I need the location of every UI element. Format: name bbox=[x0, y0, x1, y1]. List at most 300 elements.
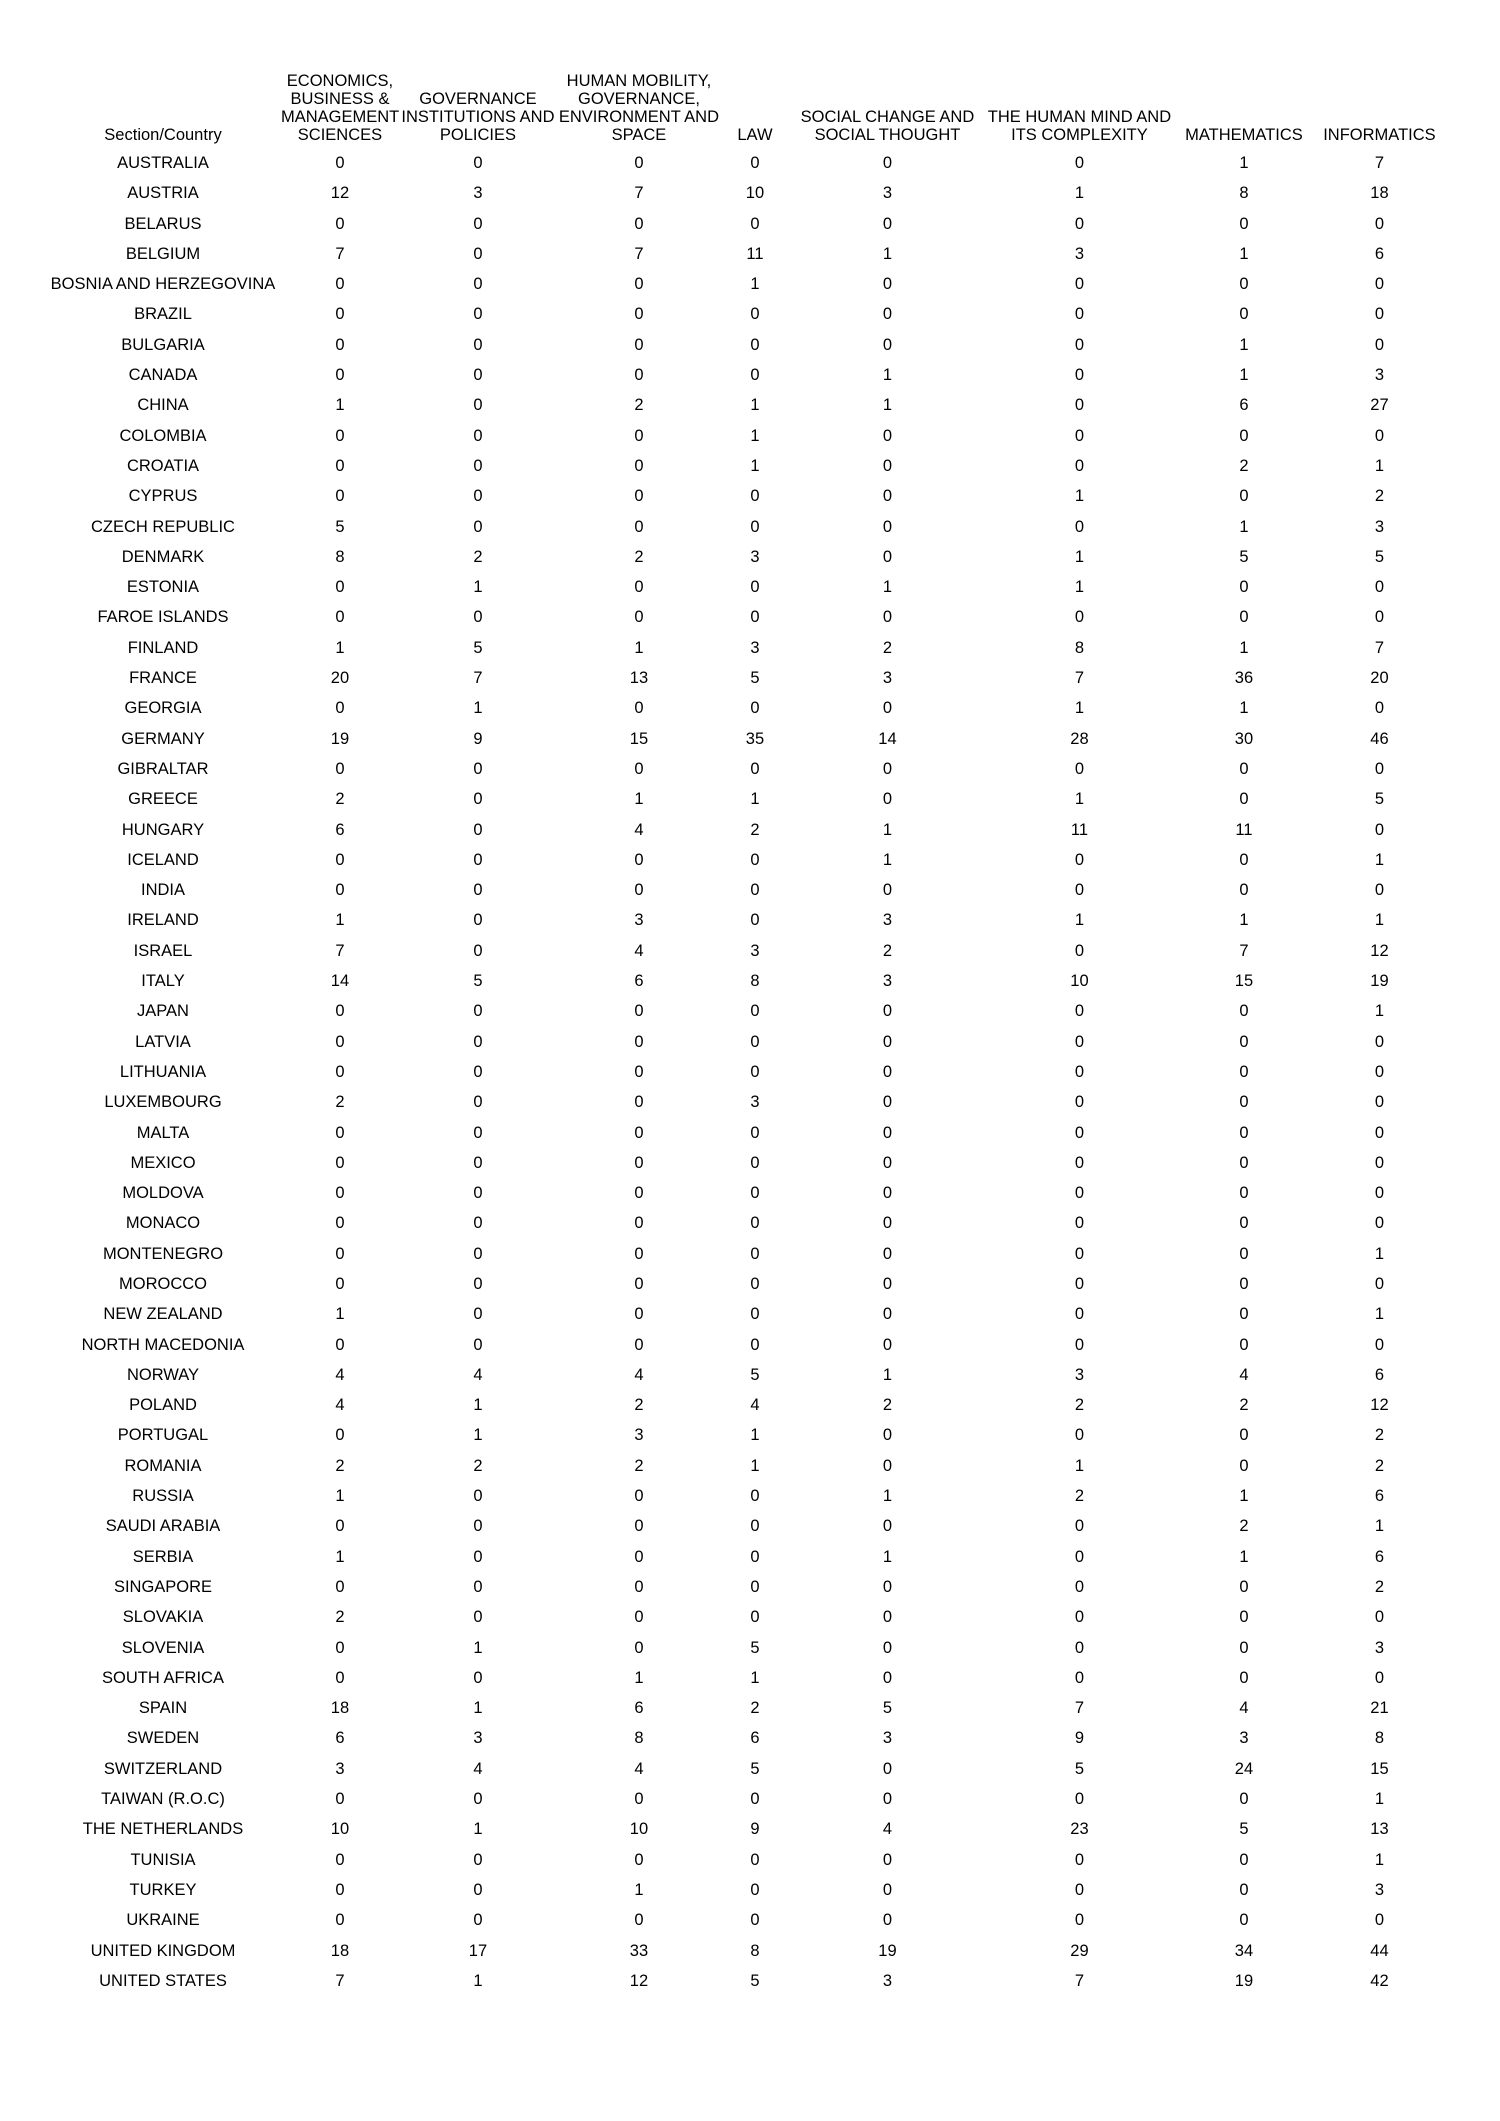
cell-mathematics: 3 bbox=[1239, 1729, 1249, 1748]
cell-social-change: 14 bbox=[878, 729, 897, 748]
cell-informatics: 0 bbox=[1374, 1153, 1385, 1172]
cell-law: 0 bbox=[750, 1184, 760, 1203]
cell-law: 5 bbox=[750, 669, 760, 688]
cell-human-mind: 0 bbox=[1074, 1184, 1085, 1203]
cell-country: INDIA bbox=[140, 881, 185, 900]
cell-law: 1 bbox=[750, 275, 760, 294]
cell-human-mobility: 0 bbox=[634, 578, 644, 597]
cell-economics: 6 bbox=[335, 820, 345, 839]
cell-governance: 0 bbox=[473, 790, 483, 809]
cell-human-mind: 0 bbox=[1074, 1214, 1085, 1233]
cell-mathematics: 6 bbox=[1239, 396, 1249, 415]
cell-law: 2 bbox=[750, 1699, 760, 1718]
cell-human-mobility: 0 bbox=[634, 1305, 644, 1324]
cell-economics: 0 bbox=[335, 426, 345, 445]
cell-country: MOLDOVA bbox=[122, 1184, 204, 1203]
cell-human-mind: 0 bbox=[1074, 1638, 1085, 1657]
cell-informatics: 5 bbox=[1374, 790, 1385, 809]
table-row bbox=[45, 784, 1444, 814]
table-row bbox=[45, 1360, 1444, 1390]
cell-governance: 5 bbox=[473, 972, 483, 991]
table-row bbox=[45, 1451, 1444, 1481]
cell-country: ICELAND bbox=[127, 850, 199, 869]
cell-country: SLOVENIA bbox=[121, 1638, 205, 1657]
cell-mathematics: 0 bbox=[1239, 1638, 1249, 1657]
table-row bbox=[45, 148, 1444, 178]
cell-human-mind: 0 bbox=[1074, 1123, 1085, 1142]
cell-law: 0 bbox=[750, 154, 760, 172]
cell-country: SPAIN bbox=[138, 1699, 188, 1718]
cell-mathematics: 24 bbox=[1234, 1759, 1254, 1778]
cell-law: 0 bbox=[750, 1002, 760, 1021]
cell-informatics: 0 bbox=[1374, 1335, 1385, 1354]
cell-governance: 0 bbox=[473, 456, 483, 475]
cell-human-mind: 0 bbox=[1074, 1274, 1085, 1293]
table-row bbox=[45, 572, 1444, 602]
cell-social-change: 3 bbox=[882, 1729, 893, 1748]
cell-country: LITHUANIA bbox=[119, 1062, 207, 1081]
cell-governance: 0 bbox=[473, 1608, 483, 1627]
cell-social-change: 1 bbox=[882, 1547, 893, 1566]
cell-human-mind: 0 bbox=[1074, 366, 1085, 385]
cell-governance: 1 bbox=[473, 699, 483, 718]
cell-informatics: 3 bbox=[1374, 517, 1385, 536]
cell-economics: 14 bbox=[330, 972, 350, 991]
cell-law: 0 bbox=[750, 1305, 760, 1324]
cell-human-mind: 9 bbox=[1074, 1729, 1085, 1748]
cell-informatics: 0 bbox=[1374, 608, 1385, 627]
cell-informatics: 5 bbox=[1374, 547, 1385, 566]
cell-country: TAIWAN (R.O.C) bbox=[101, 1790, 225, 1809]
cell-governance: 0 bbox=[473, 244, 483, 263]
cell-mathematics: 0 bbox=[1239, 1032, 1249, 1051]
cell-human-mind: 0 bbox=[1074, 1305, 1085, 1324]
header-human-mobility: HUMAN MOBILITY, GOVERNANCE, ENVIRONMENT AND SPACE bbox=[558, 72, 720, 144]
cell-human-mind: 0 bbox=[1074, 1668, 1085, 1687]
cell-country: ISRAEL bbox=[133, 941, 193, 960]
cell-country: SLOVAKIA bbox=[122, 1608, 204, 1627]
cell-human-mind: 0 bbox=[1074, 517, 1085, 536]
table-row bbox=[45, 178, 1444, 208]
cell-law: 0 bbox=[750, 1062, 760, 1081]
header-governance: GOVERNANCE INSTITUTIONS AND POLICIES bbox=[401, 90, 555, 144]
cell-economics: 0 bbox=[335, 1638, 345, 1657]
cell-human-mobility: 0 bbox=[634, 1517, 644, 1536]
cell-social-change: 0 bbox=[882, 1638, 893, 1657]
cell-human-mind: 1 bbox=[1074, 699, 1085, 718]
cell-human-mobility: 0 bbox=[634, 1274, 644, 1293]
cell-mathematics: 1 bbox=[1239, 335, 1249, 354]
cell-informatics: 0 bbox=[1374, 1032, 1385, 1051]
cell-economics: 0 bbox=[335, 608, 345, 627]
cell-informatics: 1 bbox=[1374, 850, 1385, 869]
cell-country: GREECE bbox=[128, 790, 198, 809]
cell-economics: 0 bbox=[335, 366, 345, 385]
cell-mathematics: 1 bbox=[1239, 699, 1249, 718]
cell-mathematics: 2 bbox=[1239, 1396, 1249, 1415]
cell-informatics: 3 bbox=[1374, 366, 1385, 385]
cell-economics: 7 bbox=[335, 244, 345, 263]
cell-human-mobility: 0 bbox=[634, 154, 644, 172]
cell-social-change: 0 bbox=[882, 759, 893, 778]
cell-mathematics: 0 bbox=[1239, 426, 1249, 445]
table-row bbox=[45, 1087, 1444, 1117]
cell-mathematics: 0 bbox=[1239, 1002, 1249, 1021]
cell-economics: 0 bbox=[335, 1032, 345, 1051]
cell-social-change: 0 bbox=[882, 790, 893, 809]
table-row bbox=[45, 1723, 1444, 1753]
cell-human-mobility: 0 bbox=[634, 1062, 644, 1081]
cell-human-mind: 2 bbox=[1074, 1396, 1085, 1415]
cell-human-mind: 1 bbox=[1074, 578, 1085, 597]
cell-human-mobility: 10 bbox=[629, 1820, 649, 1839]
cell-mathematics: 30 bbox=[1234, 729, 1254, 748]
cell-economics: 0 bbox=[335, 1214, 345, 1233]
cell-economics: 0 bbox=[335, 456, 345, 475]
cell-country: NEW ZEALAND bbox=[103, 1305, 223, 1324]
cell-country: COLOMBIA bbox=[119, 426, 207, 445]
cell-human-mobility: 0 bbox=[634, 1184, 644, 1203]
cell-social-change: 2 bbox=[882, 941, 893, 960]
cell-human-mobility: 1 bbox=[634, 1668, 644, 1687]
cell-social-change: 0 bbox=[882, 1577, 893, 1596]
cell-human-mobility: 0 bbox=[634, 487, 644, 506]
cell-economics: 6 bbox=[335, 1729, 345, 1748]
cell-law: 0 bbox=[750, 881, 760, 900]
cell-informatics: 0 bbox=[1374, 1214, 1385, 1233]
cell-human-mind: 0 bbox=[1074, 1002, 1085, 1021]
cell-human-mobility: 3 bbox=[634, 911, 644, 930]
header-row bbox=[45, 72, 1444, 148]
cell-governance: 2 bbox=[473, 547, 483, 566]
table-row bbox=[45, 1936, 1444, 1966]
cell-informatics: 2 bbox=[1374, 1426, 1385, 1445]
table-row bbox=[45, 1814, 1444, 1844]
cell-human-mind: 10 bbox=[1070, 972, 1089, 991]
cell-informatics: 13 bbox=[1370, 1820, 1389, 1839]
cell-economics: 0 bbox=[335, 1577, 345, 1596]
cell-mathematics: 0 bbox=[1239, 1305, 1249, 1324]
cell-economics: 18 bbox=[330, 1699, 350, 1718]
cell-country: PORTUGAL bbox=[117, 1426, 209, 1445]
cell-law: 0 bbox=[750, 699, 760, 718]
cell-informatics: 1 bbox=[1374, 1517, 1385, 1536]
cell-human-mind: 0 bbox=[1074, 1517, 1085, 1536]
cell-law: 3 bbox=[750, 547, 760, 566]
cell-human-mobility: 1 bbox=[634, 1880, 644, 1899]
cell-country: CHINA bbox=[137, 396, 189, 415]
cell-mathematics: 7 bbox=[1239, 941, 1249, 960]
cell-social-change: 4 bbox=[882, 1820, 893, 1839]
cell-human-mind: 0 bbox=[1074, 1577, 1085, 1596]
cell-economics: 0 bbox=[335, 1911, 345, 1930]
cell-social-change: 0 bbox=[882, 881, 893, 900]
cell-informatics: 20 bbox=[1370, 669, 1389, 688]
cell-governance: 0 bbox=[473, 1911, 483, 1930]
cell-human-mobility: 8 bbox=[634, 1729, 644, 1748]
cell-country: BRAZIL bbox=[134, 305, 192, 324]
cell-social-change: 0 bbox=[882, 1517, 893, 1536]
cell-law: 1 bbox=[750, 1668, 760, 1687]
cell-country: FRANCE bbox=[129, 669, 197, 688]
cell-law: 1 bbox=[750, 1426, 760, 1445]
cell-country: ESTONIA bbox=[126, 578, 200, 597]
table-row bbox=[45, 1390, 1444, 1420]
cell-governance: 1 bbox=[473, 1396, 483, 1415]
table-row bbox=[45, 1178, 1444, 1208]
cell-social-change: 0 bbox=[882, 1153, 893, 1172]
cell-social-change: 0 bbox=[882, 456, 893, 475]
cell-informatics: 27 bbox=[1370, 396, 1389, 415]
cell-social-change: 2 bbox=[882, 638, 893, 657]
cell-human-mobility: 7 bbox=[634, 184, 644, 203]
cell-informatics: 1 bbox=[1374, 1244, 1385, 1263]
table-row bbox=[45, 451, 1444, 481]
table-row bbox=[45, 239, 1444, 269]
table-row bbox=[45, 481, 1444, 511]
cell-informatics: 1 bbox=[1374, 1002, 1385, 1021]
cell-human-mind: 0 bbox=[1074, 1244, 1085, 1263]
cell-law: 0 bbox=[750, 1274, 760, 1293]
cell-governance: 4 bbox=[473, 1365, 483, 1384]
cell-informatics: 0 bbox=[1374, 1062, 1385, 1081]
cell-governance: 0 bbox=[473, 1335, 483, 1354]
cell-informatics: 0 bbox=[1374, 699, 1385, 718]
cell-law: 0 bbox=[750, 1911, 760, 1930]
cell-law: 5 bbox=[750, 1638, 760, 1657]
cell-country: CROATIA bbox=[126, 456, 200, 475]
cell-informatics: 21 bbox=[1370, 1699, 1389, 1718]
cell-governance: 0 bbox=[473, 214, 483, 233]
cell-human-mobility: 3 bbox=[634, 1426, 644, 1445]
cell-law: 1 bbox=[750, 456, 760, 475]
cell-human-mind: 7 bbox=[1074, 669, 1085, 688]
cell-law: 0 bbox=[750, 850, 760, 869]
cell-governance: 0 bbox=[473, 1184, 483, 1203]
cell-mathematics: 0 bbox=[1239, 1426, 1249, 1445]
cell-country: MALTA bbox=[136, 1123, 190, 1142]
cell-social-change: 19 bbox=[878, 1941, 897, 1960]
cell-social-change: 1 bbox=[882, 820, 893, 839]
cell-governance: 0 bbox=[473, 850, 483, 869]
cell-economics: 0 bbox=[335, 214, 345, 233]
cell-human-mobility: 4 bbox=[634, 1365, 644, 1384]
cell-governance: 0 bbox=[473, 1274, 483, 1293]
cell-economics: 10 bbox=[330, 1820, 350, 1839]
cell-governance: 0 bbox=[473, 1062, 483, 1081]
cell-informatics: 0 bbox=[1374, 1184, 1385, 1203]
cell-human-mobility: 0 bbox=[634, 456, 644, 475]
cell-economics: 19 bbox=[330, 729, 350, 748]
cell-country: POLAND bbox=[129, 1396, 197, 1415]
cell-mathematics: 1 bbox=[1239, 911, 1249, 930]
table-row bbox=[45, 1148, 1444, 1178]
cell-economics: 0 bbox=[335, 1274, 345, 1293]
cell-social-change: 1 bbox=[882, 396, 893, 415]
cell-economics: 1 bbox=[335, 1547, 345, 1566]
cell-informatics: 2 bbox=[1374, 1577, 1385, 1596]
header-law: LAW bbox=[737, 126, 773, 144]
cell-human-mind: 1 bbox=[1074, 547, 1085, 566]
cell-governance: 0 bbox=[473, 820, 483, 839]
cell-law: 1 bbox=[750, 426, 760, 445]
cell-country: HUNGARY bbox=[121, 820, 205, 839]
cell-mathematics: 0 bbox=[1239, 850, 1249, 869]
cell-law: 0 bbox=[750, 517, 760, 536]
cell-country: NORTH MACEDONIA bbox=[81, 1335, 245, 1354]
cell-country: UNITED KINGDOM bbox=[90, 1941, 236, 1960]
cell-economics: 12 bbox=[330, 184, 350, 203]
cell-informatics: 6 bbox=[1374, 1547, 1385, 1566]
table-row bbox=[45, 1663, 1444, 1693]
cell-law: 4 bbox=[750, 1396, 760, 1415]
table-row bbox=[45, 1511, 1444, 1541]
cell-law: 6 bbox=[750, 1729, 760, 1748]
cell-human-mobility: 0 bbox=[634, 1638, 644, 1657]
cell-country: MONACO bbox=[125, 1214, 201, 1233]
cell-informatics: 12 bbox=[1370, 941, 1389, 960]
cell-human-mobility: 0 bbox=[634, 1093, 644, 1112]
cell-informatics: 0 bbox=[1374, 1274, 1385, 1293]
cell-social-change: 1 bbox=[882, 1487, 893, 1506]
cell-social-change: 0 bbox=[882, 1790, 893, 1809]
cell-governance: 0 bbox=[473, 1214, 483, 1233]
cell-country: FAROE ISLANDS bbox=[97, 608, 229, 627]
cell-governance: 0 bbox=[473, 517, 483, 536]
cell-governance: 0 bbox=[473, 305, 483, 324]
header-economics: ECONOMICS, BUSINESS & MANAGEMENT SCIENCES bbox=[281, 72, 400, 144]
cell-human-mobility: 0 bbox=[634, 1850, 644, 1869]
cell-economics: 0 bbox=[335, 578, 345, 597]
cell-informatics: 2 bbox=[1374, 1456, 1385, 1475]
cell-human-mobility: 2 bbox=[634, 547, 644, 566]
cell-human-mobility: 0 bbox=[634, 366, 644, 385]
cell-country: GERMANY bbox=[121, 729, 205, 748]
cell-informatics: 1 bbox=[1374, 1790, 1385, 1809]
cell-country: ITALY bbox=[141, 972, 185, 991]
cell-social-change: 0 bbox=[882, 275, 893, 294]
cell-governance: 0 bbox=[473, 1153, 483, 1172]
cell-informatics: 7 bbox=[1374, 638, 1385, 657]
cell-governance: 0 bbox=[473, 154, 483, 172]
cell-mathematics: 2 bbox=[1239, 1517, 1249, 1536]
table-row bbox=[45, 1572, 1444, 1602]
cell-social-change: 2 bbox=[882, 1396, 893, 1415]
cell-human-mobility: 0 bbox=[634, 1123, 644, 1142]
cell-human-mobility: 0 bbox=[634, 1032, 644, 1051]
cell-human-mobility: 13 bbox=[629, 669, 649, 688]
cell-mathematics: 0 bbox=[1239, 881, 1249, 900]
cell-law: 0 bbox=[750, 1850, 760, 1869]
cell-mathematics: 0 bbox=[1239, 790, 1249, 809]
cell-social-change: 0 bbox=[882, 335, 893, 354]
cell-country: UNITED STATES bbox=[99, 1971, 227, 1990]
cell-law: 0 bbox=[750, 487, 760, 506]
cell-law: 0 bbox=[750, 911, 760, 930]
cell-country: SAUDI ARABIA bbox=[105, 1517, 221, 1536]
cell-economics: 1 bbox=[335, 638, 345, 657]
cell-governance: 0 bbox=[473, 335, 483, 354]
cell-informatics: 0 bbox=[1374, 759, 1385, 778]
cell-social-change: 3 bbox=[882, 1971, 893, 1990]
table-row bbox=[45, 1208, 1444, 1238]
cell-human-mind: 0 bbox=[1074, 275, 1085, 294]
cell-country: CZECH REPUBLIC bbox=[91, 517, 235, 536]
cell-law: 0 bbox=[750, 1577, 760, 1596]
cell-governance: 7 bbox=[473, 669, 483, 688]
table-row bbox=[45, 1784, 1444, 1814]
cell-governance: 0 bbox=[473, 1093, 483, 1112]
cell-social-change: 0 bbox=[882, 1335, 893, 1354]
cell-economics: 0 bbox=[335, 1184, 345, 1203]
cell-human-mind: 0 bbox=[1074, 1093, 1085, 1112]
cell-human-mobility: 0 bbox=[634, 335, 644, 354]
cell-human-mind: 7 bbox=[1074, 1971, 1085, 1990]
cell-economics: 0 bbox=[335, 1850, 345, 1869]
cell-informatics: 0 bbox=[1374, 578, 1385, 597]
cell-social-change: 0 bbox=[882, 305, 893, 324]
cell-governance: 1 bbox=[473, 578, 483, 597]
cell-informatics: 1 bbox=[1374, 1850, 1385, 1869]
cell-informatics: 15 bbox=[1370, 1759, 1389, 1778]
cell-mathematics: 5 bbox=[1239, 547, 1249, 566]
cell-human-mobility: 0 bbox=[634, 305, 644, 324]
cell-economics: 1 bbox=[335, 1305, 345, 1324]
cell-country: MONTENEGRO bbox=[102, 1244, 224, 1263]
cell-mathematics: 0 bbox=[1239, 1214, 1249, 1233]
table-row bbox=[45, 360, 1444, 390]
cell-country: CANADA bbox=[128, 366, 198, 385]
cell-mathematics: 0 bbox=[1239, 1153, 1249, 1172]
cell-human-mind: 0 bbox=[1074, 154, 1085, 172]
table-row bbox=[45, 1754, 1444, 1784]
cell-mathematics: 0 bbox=[1239, 1880, 1249, 1899]
cell-law: 0 bbox=[750, 366, 760, 385]
cell-human-mind: 0 bbox=[1074, 396, 1085, 415]
cell-informatics: 7 bbox=[1374, 154, 1385, 172]
cell-human-mobility: 1 bbox=[634, 638, 644, 657]
cell-governance: 0 bbox=[473, 911, 483, 930]
cell-law: 0 bbox=[750, 305, 760, 324]
cell-informatics: 44 bbox=[1370, 1941, 1389, 1960]
cell-mathematics: 1 bbox=[1239, 1487, 1249, 1506]
cell-human-mind: 1 bbox=[1074, 790, 1085, 809]
cell-mathematics: 0 bbox=[1239, 1850, 1249, 1869]
cell-informatics: 3 bbox=[1374, 1880, 1385, 1899]
header-social-change: SOCIAL CHANGE AND SOCIAL THOUGHT bbox=[800, 108, 975, 144]
cell-law: 35 bbox=[745, 729, 765, 748]
cell-country: NORWAY bbox=[126, 1365, 200, 1384]
cell-governance: 0 bbox=[473, 1123, 483, 1142]
table-row bbox=[45, 845, 1444, 875]
cell-informatics: 46 bbox=[1370, 729, 1389, 748]
cell-mathematics: 4 bbox=[1239, 1699, 1249, 1718]
cell-social-change: 0 bbox=[882, 1214, 893, 1233]
cell-social-change: 0 bbox=[882, 1880, 893, 1899]
cell-governance: 1 bbox=[473, 1699, 483, 1718]
table-row bbox=[45, 1057, 1444, 1087]
cell-social-change: 5 bbox=[882, 1699, 893, 1718]
cell-social-change: 0 bbox=[882, 1608, 893, 1627]
table-row bbox=[45, 1481, 1444, 1511]
cell-law: 0 bbox=[750, 1790, 760, 1809]
cell-informatics: 0 bbox=[1374, 335, 1385, 354]
cell-law: 0 bbox=[750, 1214, 760, 1233]
cell-social-change: 0 bbox=[882, 214, 893, 233]
cell-mathematics: 0 bbox=[1239, 1668, 1249, 1687]
table-row bbox=[45, 330, 1444, 360]
cell-governance: 0 bbox=[473, 1002, 483, 1021]
